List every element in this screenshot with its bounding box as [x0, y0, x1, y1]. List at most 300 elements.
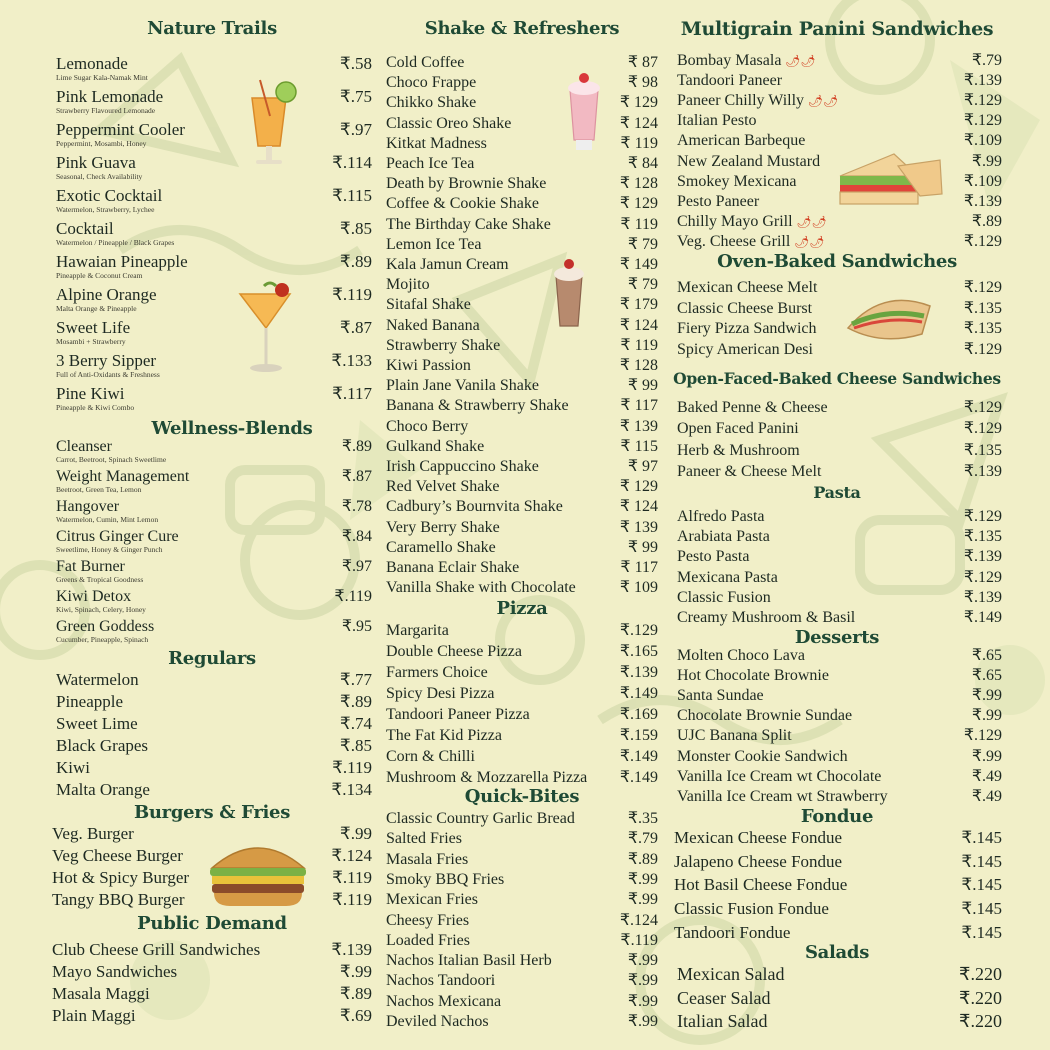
menu-item [386, 620, 658, 640]
item-price: ₹.220 [959, 987, 1002, 1008]
item-description: Carrot, Beetroot, Spinach Sweetlime [56, 455, 167, 464]
menu-item [56, 318, 372, 346]
public-demand-heading: Public Demand [137, 913, 287, 934]
item-name: Veg. Cheese Grill 🌶🌶 [677, 232, 825, 250]
menu-item [56, 54, 372, 82]
item-name: Mushroom & Mozzarella Pizza [386, 769, 588, 786]
menu-item [674, 923, 1002, 943]
menu-item [677, 607, 1002, 627]
salads-heading: Salads [804, 942, 870, 963]
item-price: ₹.65 [971, 647, 1002, 664]
item-name: New Zealand Mustard [677, 152, 821, 170]
item-price: ₹.149 [963, 609, 1002, 626]
menu-item [56, 466, 372, 494]
item-price: ₹.89 [627, 850, 658, 868]
menu-item [386, 725, 658, 745]
item-price: ₹.79 [627, 830, 658, 848]
item-name: Mayo Sandwiches [52, 962, 178, 981]
item-name: Salted Fries [386, 830, 462, 848]
item-name: Masala Fries [386, 850, 469, 868]
item-price: ₹.75 [339, 87, 372, 106]
menu-item [56, 670, 372, 690]
menu-item [386, 375, 658, 395]
item-name: Tandoori Paneer Pizza [386, 706, 530, 723]
item-price: ₹.99 [971, 687, 1002, 705]
menu-item [386, 930, 658, 950]
item-price: ₹.165 [619, 643, 658, 660]
item-price: ₹.139 [331, 940, 372, 959]
item-price: ₹.139 [963, 192, 1002, 210]
item-description: Strawberry Flavoured Lemonade [56, 106, 156, 115]
item-price: ₹ 99 [627, 377, 658, 395]
fondue-heading: Fondue [800, 806, 874, 827]
item-price: ₹ 97 [627, 458, 658, 475]
chili-icon: 🌶🌶 [785, 54, 816, 68]
item-price: ₹.119 [620, 931, 658, 949]
item-price: ₹.220 [959, 964, 1002, 984]
item-price: ₹.79 [971, 52, 1002, 69]
item-price: ₹.65 [971, 667, 1002, 685]
item-name: Classic Fusion Fondue [674, 899, 829, 919]
item-price: ₹ 119 [620, 134, 658, 152]
item-price: ₹.99 [627, 952, 658, 970]
item-price: ₹.139 [963, 548, 1002, 566]
menu-item [52, 890, 372, 910]
item-description: Sweetlime, Honey & Ginger Punch [56, 545, 163, 554]
item-price: ₹.85 [339, 736, 372, 755]
item-price: ₹.149 [619, 685, 658, 702]
item-name: Malta Orange [56, 780, 150, 799]
item-name: Margarita [386, 622, 449, 639]
menu-item [56, 758, 372, 778]
menu-item [52, 824, 372, 844]
item-description: Lime Sugar Kala-Namak Mint [56, 73, 148, 82]
item-name: Kitkat Madness [386, 134, 487, 152]
column-shakes-pizza [386, 0, 658, 1050]
item-name: Pesto Paneer [677, 192, 760, 210]
item-name: Vanilla Ice Cream wt Strawberry [677, 787, 888, 805]
menu-item [677, 211, 1002, 231]
item-price: ₹.77 [339, 670, 372, 689]
menu-item [386, 537, 658, 557]
menu-item [52, 868, 372, 888]
menu-item [677, 1011, 1002, 1032]
burgers-fries-heading: Burgers & Fries [133, 802, 291, 823]
menu-item [677, 191, 1002, 211]
item-name: Kiwi [56, 758, 90, 777]
item-price: ₹.139 [963, 462, 1002, 480]
item-price: ₹ 79 [627, 235, 658, 253]
menu-item [677, 665, 1002, 685]
item-price: ₹.97 [339, 120, 372, 139]
item-price: ₹.84 [341, 528, 372, 545]
item-price: ₹.114 [332, 153, 372, 172]
menu-item [386, 577, 658, 597]
item-price: ₹.99 [971, 152, 1002, 170]
item-name: Masala Maggi [52, 984, 150, 1003]
menu-item [677, 725, 1002, 745]
menu-item [386, 641, 658, 661]
item-price: ₹.69 [339, 1006, 372, 1025]
menu-item [677, 766, 1002, 786]
item-price: ₹.85 [339, 219, 372, 238]
item-name: Bombay Masala 🌶🌶 [677, 52, 816, 69]
item-name: Lemonade [56, 54, 128, 73]
item-name: Banana Eclair Shake [386, 559, 520, 576]
item-price: ₹.78 [341, 498, 372, 515]
menu-item [386, 910, 658, 930]
item-name: Deviled Nachos [386, 1013, 489, 1030]
menu-item [677, 645, 1002, 665]
item-price: ₹ 128 [619, 175, 658, 193]
item-name: Molten Choco Lava [677, 647, 805, 664]
item-price: ₹.139 [963, 588, 1002, 606]
pizza-heading: Pizza [496, 598, 548, 619]
item-name: Cheesy Fries [386, 911, 470, 929]
menu-item [56, 436, 372, 464]
item-price: ₹.135 [963, 299, 1002, 317]
item-price: ₹.129 [963, 727, 1002, 745]
item-price: ₹.87 [341, 468, 372, 485]
item-name: Spicy American Desi [677, 341, 813, 359]
item-price: ₹.119 [332, 890, 372, 909]
menu-item [386, 849, 658, 869]
menu-item [386, 970, 658, 990]
menu-item [386, 52, 658, 72]
menu-item [52, 1006, 372, 1026]
menu-item [386, 92, 658, 112]
item-price: ₹.129 [963, 508, 1002, 525]
item-price: ₹.99 [627, 891, 658, 909]
item-price: ₹.49 [971, 787, 1002, 805]
item-price: ₹.89 [971, 212, 1002, 230]
item-price: ₹ 124 [619, 498, 658, 516]
item-price: ₹ 119 [620, 215, 658, 233]
item-price: ₹.139 [619, 664, 658, 681]
menu-item [386, 476, 658, 496]
menu-item [56, 153, 372, 181]
item-price: ₹.139 [963, 72, 1002, 90]
item-name: Tangy BBQ Burger [52, 890, 185, 909]
menu-item [677, 526, 1002, 546]
item-name: Plain Jane Vanila Shake [386, 377, 540, 395]
item-price: ₹.99 [627, 870, 658, 888]
item-name: Pesto Pasta [677, 548, 750, 566]
item-name: Italian Salad [677, 1011, 768, 1031]
item-name: Pine Kiwi [56, 384, 125, 403]
item-name: Herb & Mushroom [677, 441, 800, 459]
item-price: ₹.135 [963, 528, 1002, 546]
menu-item [677, 988, 1002, 1009]
item-description: Watermelon, Cumin, Mint Lemon [56, 515, 159, 524]
item-price: ₹ 117 [620, 559, 658, 576]
item-name: Cocktail [56, 219, 114, 238]
item-name: Classic Country Garlic Bread [386, 810, 575, 827]
menu-item [56, 556, 372, 584]
item-description: Watermelon, Strawberry, Lychee [56, 205, 155, 214]
item-price: ₹.115 [332, 186, 372, 205]
menu-item [677, 506, 1002, 526]
item-price: ₹ 129 [619, 195, 658, 213]
menu-item [386, 662, 658, 682]
item-price: ₹.117 [332, 384, 372, 403]
item-price: ₹.129 [963, 232, 1002, 250]
menu-item [677, 746, 1002, 766]
item-name: Alfredo Pasta [677, 508, 765, 525]
item-description: Watermelon / Pineapple / Black Grapes [56, 238, 175, 247]
item-name: Nachos Mexicana [386, 992, 502, 1010]
item-price: ₹ 139 [619, 417, 658, 435]
item-name: Kiwi Passion [386, 357, 471, 374]
item-description: Pineapple & Coconut Cream [56, 271, 143, 280]
item-price: ₹ 149 [619, 256, 658, 273]
item-name: Classic Cheese Burst [677, 299, 813, 317]
oven-baked-heading: Oven-Baked Sandwiches [717, 251, 957, 272]
item-name: Ceaser Salad [677, 987, 771, 1008]
item-name: Alpine Orange [56, 285, 157, 304]
item-price: ₹ 79 [627, 276, 658, 294]
menu-item [56, 120, 372, 148]
item-price: ₹.145 [961, 851, 1002, 871]
item-price: ₹.129 [963, 420, 1002, 438]
item-name: Nachos Tandoori [386, 972, 496, 990]
item-description: Beetroot, Green Tea, Lemon [56, 485, 142, 494]
menu-item [386, 557, 658, 577]
menu-item [56, 586, 372, 614]
menu-item [386, 746, 658, 766]
item-name: Choco Frappe [386, 74, 477, 92]
item-name: Chikko Shake [386, 94, 477, 112]
item-price: ₹ 129 [619, 94, 658, 112]
item-name: Naked Banana [386, 316, 480, 334]
item-price: ₹.145 [961, 875, 1002, 895]
menu-item [677, 171, 1002, 191]
item-description: Mosambi + Strawberry [56, 337, 126, 346]
item-description: Seasonal, Check Availability [56, 172, 143, 181]
menu-item [386, 315, 658, 335]
item-name: Vanilla Shake with Chocolate [386, 579, 576, 597]
menu-item [677, 546, 1002, 566]
item-name: Veg. Burger [52, 824, 134, 843]
pasta-heading: Pasta [813, 483, 861, 502]
item-name: Nachos Italian Basil Herb [386, 952, 552, 970]
chili-icon: 🌶🌶 [808, 94, 839, 109]
menu-item [677, 50, 1002, 70]
item-price: ₹.129 [963, 92, 1002, 110]
item-price: ₹ 139 [619, 518, 658, 536]
item-name: Sweet Lime [56, 714, 138, 733]
item-description: Malta Orange & Pineapple [56, 304, 137, 313]
menu-item [386, 133, 658, 153]
item-name: Open Faced Panini [677, 420, 799, 438]
item-name: Fat Burner [56, 558, 125, 575]
item-price: ₹.35 [627, 810, 658, 827]
item-name: Watermelon [56, 670, 139, 689]
menu-item [386, 889, 658, 909]
menu-item [56, 526, 372, 554]
item-name: Choco Berry [386, 417, 469, 435]
item-description: Kiwi, Spinach, Celery, Honey [56, 605, 146, 614]
menu-item [386, 113, 658, 133]
menu-item [677, 318, 1002, 338]
menu-item [386, 416, 658, 436]
item-price: ₹.145 [961, 899, 1002, 919]
menu-item [674, 899, 1002, 919]
item-price: ₹.145 [961, 922, 1002, 942]
menu-item [386, 704, 658, 724]
item-name: Chilly Mayo Grill 🌶🌶 [677, 212, 828, 230]
menu-item [386, 991, 658, 1011]
menu-item [56, 87, 372, 115]
item-name: Coffee & Cookie Shake [386, 195, 540, 213]
item-name: Red Velvet Shake [386, 478, 500, 496]
item-price: ₹ 109 [619, 579, 658, 597]
item-name: Plain Maggi [52, 1006, 136, 1025]
item-price: ₹.129 [963, 399, 1002, 416]
item-name: Peach Ice Tea [386, 155, 475, 172]
item-description: Full of Anti-Oxidants & Freshness [56, 370, 160, 379]
item-name: The Fat Kid Pizza [386, 727, 502, 744]
item-price: ₹.159 [619, 727, 658, 744]
item-name: Death by Brownie Shake [386, 175, 547, 193]
item-name: Tandoori Fondue [674, 922, 791, 942]
menu-item [386, 1011, 658, 1031]
item-price: ₹.145 [961, 828, 1002, 847]
item-price: ₹.49 [971, 767, 1002, 785]
menu-item [677, 151, 1002, 171]
item-name: Jalapeno Cheese Fondue [674, 851, 843, 871]
menu-item [677, 110, 1002, 130]
item-name: Kala Jamun Cream [386, 256, 509, 273]
item-price: ₹.89 [341, 438, 372, 455]
item-price: ₹.95 [341, 618, 372, 635]
desserts-heading: Desserts [794, 627, 880, 648]
menu-item [56, 616, 372, 644]
item-name: Mexican Fries [386, 891, 478, 909]
item-price: ₹.129 [963, 279, 1002, 296]
item-name: Italian Pesto [677, 112, 757, 130]
menu-item [386, 294, 658, 314]
item-price: ₹.220 [959, 1011, 1002, 1031]
item-name: Spicy Desi Pizza [386, 685, 495, 702]
item-name: Club Cheese Grill Sandwiches [52, 940, 261, 959]
item-price: ₹ 117 [620, 397, 658, 415]
item-price: ₹.58 [339, 54, 372, 73]
item-name: Smoky BBQ Fries [386, 870, 505, 888]
menu-item [677, 964, 1002, 985]
item-price: ₹.119 [332, 285, 372, 304]
item-name: Mexicana Pasta [677, 568, 778, 586]
item-name: Hot & Spicy Burger [52, 868, 190, 887]
item-price: ₹.129 [963, 112, 1002, 130]
item-price: ₹.99 [339, 962, 372, 981]
menu-item [386, 173, 658, 193]
item-price: ₹.99 [627, 972, 658, 990]
item-name: Hawaian Pineapple [56, 252, 188, 271]
menu-item [386, 828, 658, 848]
item-price: ₹ 115 [620, 437, 658, 455]
menu-item [677, 567, 1002, 587]
item-name: Loaded Fries [386, 931, 470, 949]
menu-item [56, 285, 372, 313]
item-price: ₹.89 [339, 692, 372, 711]
item-name: Vanilla Ice Cream wt Chocolate [677, 767, 882, 785]
menu-item [386, 496, 658, 516]
menu-item [677, 786, 1002, 806]
item-name: Weight Management [56, 468, 190, 485]
item-name: Hot Basil Cheese Fondue [674, 875, 848, 895]
item-price: ₹.133 [331, 351, 372, 370]
item-name: Peppermint Cooler [56, 120, 185, 139]
item-price: ₹ 128 [619, 357, 658, 374]
item-name: Fiery Pizza Sandwich [677, 320, 817, 338]
item-price: ₹ 119 [620, 336, 658, 354]
item-name: Sitafal Shake [386, 296, 471, 314]
menu-item [677, 339, 1002, 359]
menu-item [677, 587, 1002, 607]
item-price: ₹.135 [963, 441, 1002, 459]
item-name: Sweet Life [56, 318, 131, 337]
menu-item [677, 440, 1002, 460]
menu-item [386, 72, 658, 92]
item-price: ₹.149 [619, 769, 658, 786]
menu-item [56, 384, 372, 412]
item-price: ₹.99 [627, 992, 658, 1010]
item-price: ₹ 84 [627, 155, 658, 172]
menu-item [386, 456, 658, 476]
menu-item [677, 298, 1002, 318]
item-name: Mexican Salad [677, 964, 785, 984]
item-price: ₹.99 [339, 824, 372, 843]
item-price: ₹.119 [332, 758, 372, 777]
menu-item [677, 90, 1002, 110]
item-name: Farmers Choice [386, 664, 488, 681]
menu-item [386, 869, 658, 889]
item-price: ₹ 99 [627, 538, 658, 556]
item-name: Paneer Chilly Willy 🌶🌶 [677, 92, 839, 110]
item-name: Chocolate Brownie Sundae [677, 707, 853, 725]
item-name: Baked Penne & Cheese [677, 399, 828, 416]
item-name: Hangover [56, 498, 120, 515]
nature-trails-heading: Nature Trails [147, 18, 277, 39]
menu-item [386, 808, 658, 828]
item-name: Cleanser [56, 438, 112, 455]
menu-item [56, 219, 372, 247]
quick-bites-heading: Quick-Bites [464, 786, 580, 807]
item-name: Kiwi Detox [56, 588, 132, 605]
menu-item [386, 335, 658, 355]
column-sandwiches-desserts [672, 0, 1002, 1050]
menu-item [386, 436, 658, 456]
menu-item [677, 130, 1002, 150]
menu-item [386, 683, 658, 703]
item-name: Lemon Ice Tea [386, 235, 482, 253]
item-price: ₹.109 [963, 132, 1002, 150]
item-name: Strawberry Shake [386, 336, 501, 354]
menu-item [386, 193, 658, 213]
shakes-refreshers-heading: Shake & Refreshers [424, 18, 620, 39]
item-description: Peppermint, Mosambi, Honey [56, 139, 147, 148]
menu-item [56, 186, 372, 214]
chili-icon: 🌶🌶 [796, 214, 828, 229]
item-name: Santa Sundae [677, 687, 764, 705]
item-name: UJC Banana Split [677, 727, 792, 745]
item-name: 3 Berry Sipper [56, 351, 157, 370]
item-name: Paneer & Cheese Melt [677, 462, 822, 480]
item-price: ₹.99 [971, 707, 1002, 725]
item-description: Greens & Tropical Goodness [56, 575, 144, 584]
panini-heading: Multigrain Panini Sandwiches [680, 18, 994, 40]
